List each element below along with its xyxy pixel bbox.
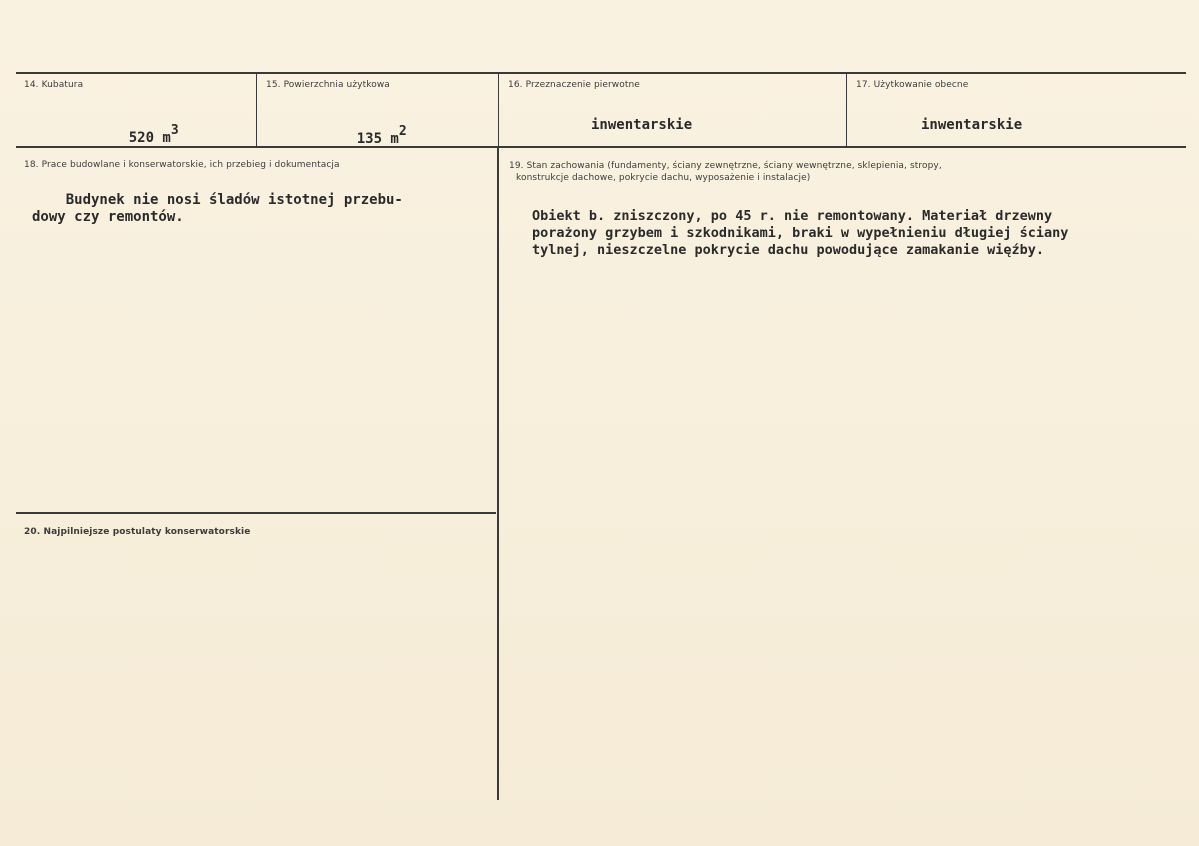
- field-uzytkowanie-label: 17. Użytkowanie obecne: [856, 80, 969, 90]
- field-uzytkowanie-value: inwentarskie: [921, 117, 1023, 133]
- stan-line: porażony grzybem i szkodnikami, braki w wypełnieniu długiej ściany: [532, 225, 1069, 241]
- powierzchnia-exponent: 2: [398, 124, 407, 139]
- field-kubatura-label: 14. Kubatura: [24, 80, 84, 90]
- prace-line: Budynek nie nosi śladów istotnej przebu-: [32, 192, 403, 208]
- row-rule-2: [16, 512, 496, 514]
- kubatura-exponent: 3: [170, 123, 179, 138]
- top-rule: [16, 72, 1186, 74]
- field-prace-label: 18. Prace budowlane i konserwatorskie, ich przebieg i dokumentacja: [24, 160, 340, 170]
- divider-15-16: [498, 73, 499, 147]
- powierzchnia-number: 135 m: [356, 131, 399, 147]
- field-stan-text: [532, 208, 1068, 259]
- prace-line: dowy czy remontów.: [32, 209, 184, 225]
- field-powierzchnia-value: [323, 115, 407, 163]
- field-stan-label-2: konstrukcje dachowe, pokrycie dachu, wyposażenie i instalacje): [516, 173, 811, 183]
- field-postulaty-label: 20. Najpilniejsze postulaty konserwatorskie: [24, 527, 251, 537]
- field-kubatura-value: [95, 114, 179, 162]
- field-przeznaczenie-label: 16. Przeznaczenie pierwotne: [508, 80, 640, 90]
- field-stan-label-1: 19. Stan zachowania (fundamenty, ściany zewnętrzne, ściany wewnętrzne, sklepienia, stropy,: [509, 161, 942, 171]
- divider-16-17: [846, 73, 847, 147]
- field-przeznaczenie-value: inwentarskie: [591, 117, 693, 133]
- row-rule-1: [16, 146, 1186, 148]
- kubatura-number: 520 m: [128, 130, 171, 146]
- stan-line: tylnej, nieszczelne pokrycie dachu powodujące zamakanie więźby.: [532, 242, 1045, 258]
- main-divider: [497, 147, 499, 800]
- field-prace-text: [32, 192, 403, 226]
- divider-14-15: [256, 73, 257, 147]
- field-powierzchnia-label: 15. Powierzchnia użytkowa: [266, 80, 390, 90]
- stan-line: Obiekt b. zniszczony, po 45 r. nie remontowany. Materiał drzewny: [532, 208, 1053, 224]
